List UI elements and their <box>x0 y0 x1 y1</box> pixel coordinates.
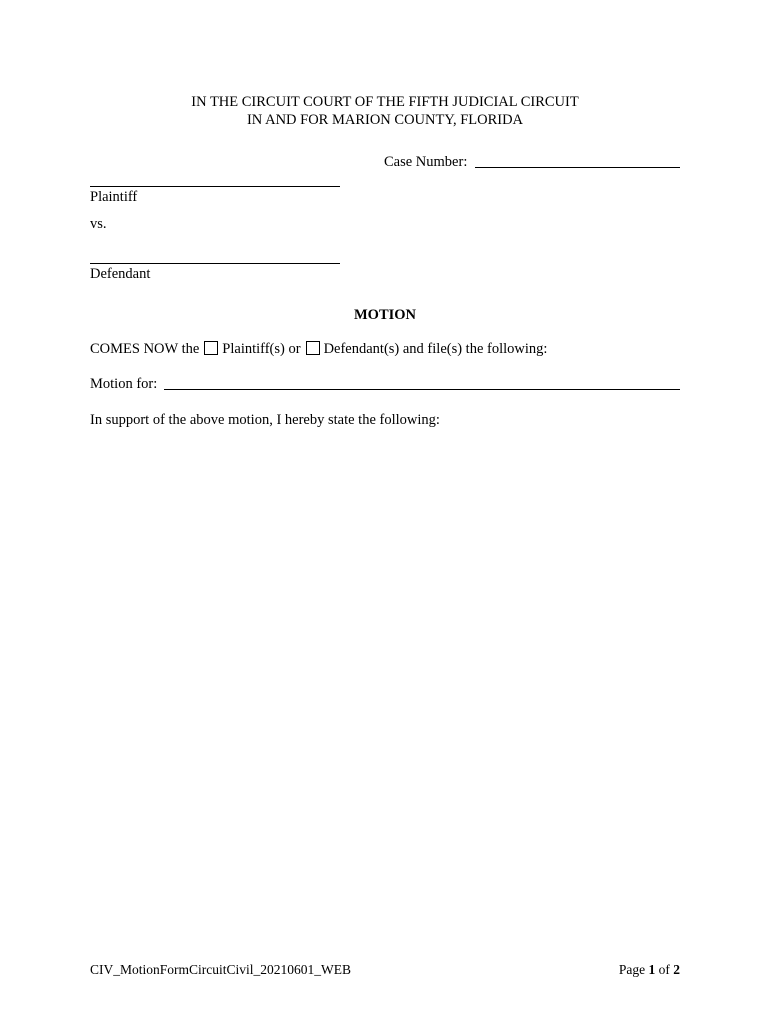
comes-now-line <box>90 341 547 358</box>
defendant-checkbox[interactable] <box>306 341 320 355</box>
page-prefix: Page <box>618 962 646 977</box>
plaintiff-name-field[interactable] <box>90 172 340 187</box>
court-header-line2: IN AND FOR MARION COUNTY, FLORIDA <box>246 112 524 128</box>
plaintiff-option-label: Plaintiff(s) or <box>222 341 301 357</box>
plaintiff-checkbox[interactable] <box>204 341 218 355</box>
support-statement: In support of the above motion, I hereby state the following: <box>90 412 440 428</box>
page-current: 1 <box>648 962 656 977</box>
case-number-label: Case Number: <box>384 154 468 170</box>
footer-page-number <box>619 962 680 978</box>
defendant-option-label: Defendant(s) and file(s) the following: <box>323 341 548 357</box>
footer-form-id: CIV_MotionFormCircuitCivil_20210601_WEB <box>90 962 352 977</box>
motion-for-label: Motion for: <box>90 376 158 392</box>
motion-for-field[interactable] <box>164 375 680 390</box>
page-of: of <box>658 962 670 977</box>
plaintiff-label: Plaintiff <box>90 189 138 205</box>
vs-label: vs. <box>90 216 107 232</box>
defendant-label: Defendant <box>90 266 151 282</box>
court-header-line1: IN THE CIRCUIT COURT OF THE FIFTH JUDICIAL CIRCUIT <box>191 94 579 110</box>
motion-title: MOTION <box>353 307 417 323</box>
page-total: 2 <box>673 962 680 977</box>
comes-now-prefix: COMES NOW the <box>90 341 200 357</box>
case-number-field[interactable] <box>475 153 680 168</box>
defendant-name-field[interactable] <box>90 249 340 264</box>
